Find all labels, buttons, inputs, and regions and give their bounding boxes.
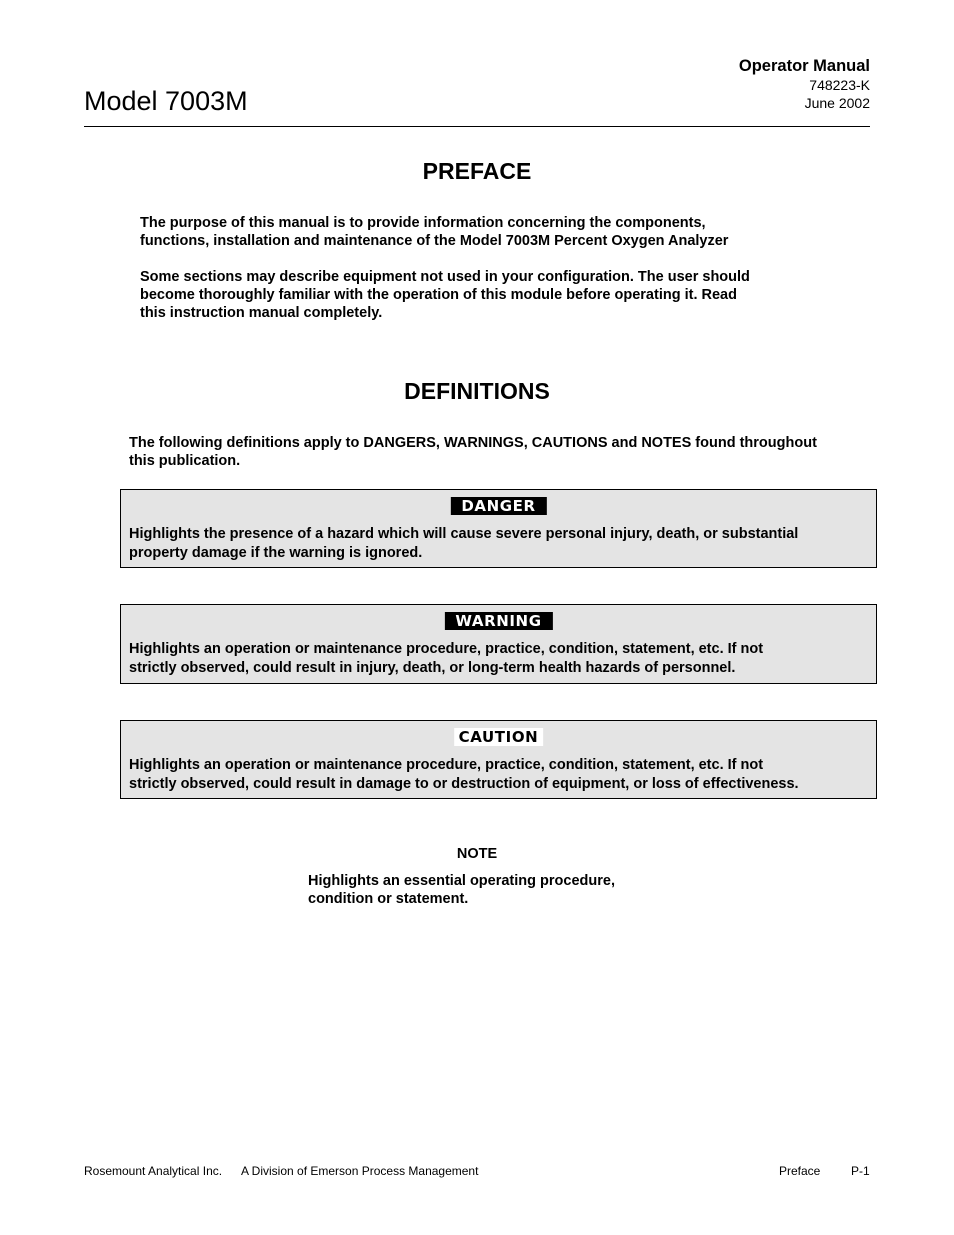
text-line: Highlights an essential operating procedure, xyxy=(308,873,615,889)
caution-label: CAUTION xyxy=(454,728,544,746)
manual-title: Operator Manual xyxy=(738,57,870,75)
definitions-intro xyxy=(129,434,817,470)
preface-paragraph-1 xyxy=(140,214,728,250)
footer-company: Rosemount Analytical Inc. xyxy=(84,1164,223,1178)
text-line: Some sections may describe equipment not used in your configuration. The user should xyxy=(140,269,750,285)
warning-text xyxy=(129,640,763,677)
model-title: Model 7003M xyxy=(84,86,248,116)
text-line: become thoroughly familiar with the operation of this module before operating it. Read xyxy=(140,287,737,303)
text-line: Highlights an operation or maintenance procedure, practice, condition, statement, etc. If not xyxy=(129,641,764,657)
text-line: functions, installation and maintenance of the Model 7003M Percent Oxygen Analyzer xyxy=(140,233,729,249)
text-line: strictly observed, could result in damage to or destruction of equipment, or loss of effectiveness. xyxy=(129,775,799,792)
text-line: condition or statement. xyxy=(308,891,469,907)
caution-box xyxy=(120,720,877,799)
text-line: strictly observed, could result in injury, death, or long-term health hazards of personnel. xyxy=(129,659,736,676)
document-number: 748223-K xyxy=(809,77,870,93)
note-text xyxy=(308,872,615,908)
text-line: Highlights an operation or maintenance procedure, practice, condition, statement, etc. If not xyxy=(129,757,764,773)
preface-paragraph-2 xyxy=(140,268,750,322)
text-line: The purpose of this manual is to provide information concerning the components, xyxy=(140,215,706,231)
footer-division: A Division of Emerson Process Management xyxy=(241,1164,479,1178)
danger-box xyxy=(120,489,877,568)
note-label: NOTE xyxy=(456,846,498,862)
footer-page-number: P-1 xyxy=(851,1164,870,1178)
danger-text xyxy=(129,525,798,562)
document-info xyxy=(570,56,870,112)
text-line: Highlights the presence of a hazard which will cause severe personal injury, death, or substantial xyxy=(129,526,799,542)
text-line: this instruction manual completely. xyxy=(140,305,383,321)
preface-heading: PREFACE xyxy=(422,158,532,184)
text-line: this publication. xyxy=(129,453,241,469)
warning-label: WARNING xyxy=(444,612,552,630)
definitions-heading: DEFINITIONS xyxy=(404,378,550,404)
document-date: June 2002 xyxy=(804,95,870,111)
caution-text xyxy=(129,756,799,793)
danger-label: DANGER xyxy=(450,497,546,515)
text-line: property damage if the warning is ignored. xyxy=(129,544,423,561)
footer-section: Preface xyxy=(779,1164,821,1178)
text-line: The following definitions apply to DANGERS, WARNINGS, CAUTIONS and NOTES found throughout xyxy=(129,435,817,451)
warning-box xyxy=(120,604,877,684)
header-divider xyxy=(84,126,870,127)
